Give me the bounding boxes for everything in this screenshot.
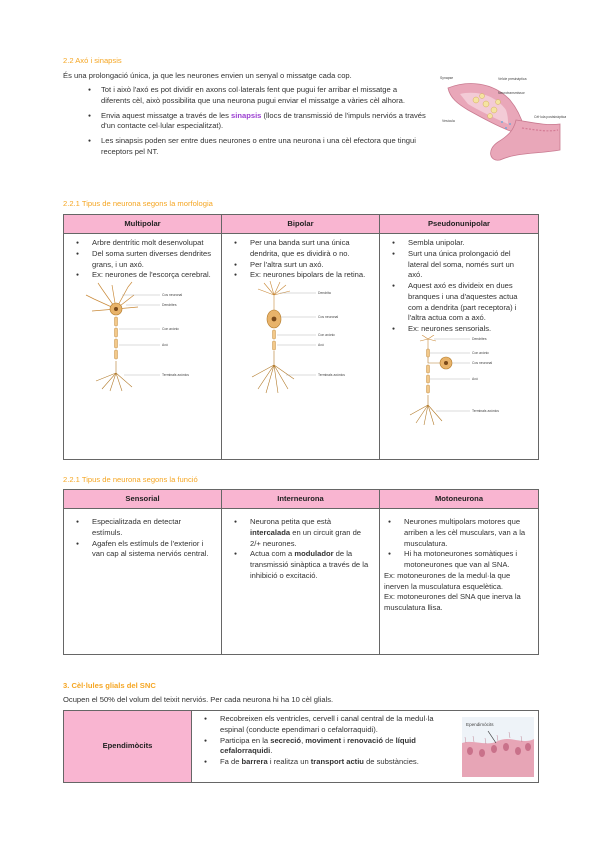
pseudounipolar-neuron-figure bbox=[388, 335, 528, 425]
sensorial-cell bbox=[64, 509, 222, 655]
synapse-label-2: Veïcle presinàptica bbox=[498, 77, 527, 81]
axo-bullet-1: ● Tot i això l'axó es pot dividir en axons col·laterals fent que pugui fer arribar el missatge a diferents cèl, això possibilita que una neurona pugui enviar el missatge a vàries cèl alhora. bbox=[88, 85, 428, 107]
bipolar-item: ● Ex: neurones bipolars de la retina. bbox=[230, 270, 371, 281]
bipolar-label: Cos neuronal bbox=[318, 315, 339, 320]
pseudounipolar-item: ● Sembla unipolar. bbox=[388, 238, 530, 249]
interneurona-cell bbox=[222, 509, 380, 655]
glials-intro: Ocupen el 50% del volum del teixit nerviós. Per cada neurona hi ha 10 cèl glials. bbox=[63, 695, 334, 704]
funcio-header-sensorial: Sensorial bbox=[64, 490, 222, 509]
multipolar-neuron-figure bbox=[72, 281, 212, 396]
pseudounipolar-label: Cos neuronal bbox=[472, 361, 493, 366]
synapse-label-3: Neurotransmissor bbox=[498, 91, 525, 95]
motoneurona-cell bbox=[380, 509, 539, 655]
multipolar-label: Axó bbox=[162, 343, 168, 348]
sensorial-item: ● Especialitzada en detectar estímuls. bbox=[72, 517, 213, 539]
pseudounipolar-item: ● Surt una única prolongació del lateral del soma, només surt un axó. bbox=[388, 249, 530, 281]
motoneurona-item: ● Hi ha motoneurones somàtiques i motoneurones que van al SNA. bbox=[384, 549, 530, 571]
pseudounipolar-label: Con axònic bbox=[472, 351, 489, 356]
axo-bullet-2: ● Envia aquest missatge a través de les sinapsis (llocs de transmissió de l'impuls nerviós a través d'un contacte cel·lular especialitzat). bbox=[88, 111, 428, 133]
multipolar-cell bbox=[64, 234, 222, 460]
glials-table bbox=[63, 710, 539, 783]
ependimocits-cell bbox=[192, 711, 539, 783]
section-title-glials: 3. Cèl·lules glials del SNC bbox=[63, 681, 156, 690]
interneurona-item: ● Neurona petita que està intercalada en un circuit gran de 2/+ neurones. bbox=[230, 517, 371, 549]
multipolar-label: Cos neuronal bbox=[162, 293, 183, 298]
multipolar-item: ● Ex: neurones de l'escorça cerebral. bbox=[72, 270, 213, 281]
morfologia-header-pseudounipolar: Pseudonunipolar bbox=[380, 215, 539, 234]
morfologia-header-multipolar: Multipolar bbox=[64, 215, 222, 234]
sinapsis-highlight: sinapsis bbox=[231, 110, 262, 120]
multipolar-label: Con axònic bbox=[162, 327, 179, 332]
morfologia-table bbox=[63, 214, 539, 460]
pseudounipolar-item: ● Aquest axó es divideix en dues branques i una d'aquestes actua com a dendrita (part receptora) i l'altra actua com a axó. bbox=[388, 281, 530, 324]
synapse-label-4: Cèl·lula postsinàptica bbox=[534, 115, 566, 119]
synapse-label-1: Synapse bbox=[440, 76, 454, 80]
section-title-morfologia: 2.2.1 Tipus de neurona segons la morfologia bbox=[63, 199, 213, 208]
ependimocits-header: Ependimòcits bbox=[64, 711, 192, 783]
bipolar-label: Dendrita bbox=[318, 291, 331, 296]
axo-intro: És una prolongació única, ja que les neurones envien un senyal o missatge cada cop. bbox=[63, 71, 352, 80]
bipolar-label: Con axònic bbox=[318, 333, 335, 338]
bipolar-item: ● Per l'altra surt un axó. bbox=[230, 260, 371, 271]
synapse-label-5: Vesícula bbox=[442, 119, 455, 123]
ependimocits-item: ● Fa de barrera i realitza un transport actiu de substàncies. bbox=[200, 757, 446, 768]
funcio-table bbox=[63, 489, 539, 655]
section-title-axo: 2.2 Axó i sinapsis bbox=[63, 56, 122, 65]
ependimocits-item: ● Recobreixen els ventricles, cervell i canal central de la medul·la espinal (conducte ependimari o cefalorraquidi). bbox=[200, 714, 446, 736]
multipolar-label: Dendrites bbox=[162, 303, 177, 308]
motoneurona-example: Ex: motoneurones de la medul·la que inerven la musculatura esquelètica. bbox=[384, 570, 511, 591]
multipolar-item: ● Arbre dentrític molt desenvolupat bbox=[72, 238, 213, 249]
ependimocits-item: ● Participa en la secreció, moviment i renovació de líquid cefalorraquidi. bbox=[200, 736, 446, 758]
bipolar-label: Terminals axònics bbox=[318, 373, 345, 378]
pseudounipolar-item: ● Ex: neurones sensorials. bbox=[388, 324, 530, 335]
funcio-header-motoneurona: Motoneurona bbox=[380, 490, 539, 509]
axo-bullet-3: ● Les sinapsis poden ser entre dues neurones o entre una neurona i una cèl efectora que tingui receptors pel NT. bbox=[88, 136, 428, 158]
pseudounipolar-cell bbox=[380, 234, 539, 460]
synapse-figure bbox=[438, 70, 566, 170]
motoneurona-example: Ex: motoneurones del SNA que inerva la musculatura llisa. bbox=[384, 592, 521, 613]
funcio-header-interneurona: Interneurona bbox=[222, 490, 380, 509]
ependimocits-figure-label: Ependimòcits bbox=[466, 722, 494, 727]
bipolar-neuron-figure bbox=[230, 281, 370, 397]
motoneurona-item: ● Neurones multipolars motores que arriben a les cèl musculars, van a la musculatura. bbox=[384, 517, 530, 549]
interneurona-item: ● Actua com a modulador de la transmissió sinàptica a través de la inhibició o excitació. bbox=[230, 549, 371, 581]
pseudounipolar-label: Axó bbox=[472, 377, 478, 382]
bipolar-label: Axó bbox=[318, 343, 324, 348]
bipolar-item: ● Per una banda surt una única dendrita, que es dividirà o no. bbox=[230, 238, 371, 260]
multipolar-label: Terminals axònics bbox=[162, 373, 189, 378]
axo-bullets bbox=[88, 85, 428, 158]
morfologia-header-bipolar: Bipolar bbox=[222, 215, 380, 234]
section-title-funcio: 2.2.1 Tipus de neurona segons la funció bbox=[63, 475, 198, 484]
pseudounipolar-label: Dendrites bbox=[472, 337, 487, 342]
ependimocits-figure bbox=[462, 717, 534, 777]
bipolar-cell bbox=[222, 234, 380, 460]
sensorial-item: ● Agafen els estímuls de l'exterior i van cap al sistema nerviós central. bbox=[72, 539, 213, 561]
pseudounipolar-label: Terminals axònics bbox=[472, 409, 499, 414]
multipolar-item: ● Del soma surten diverses dendrites grans, i un axó. bbox=[72, 249, 213, 271]
